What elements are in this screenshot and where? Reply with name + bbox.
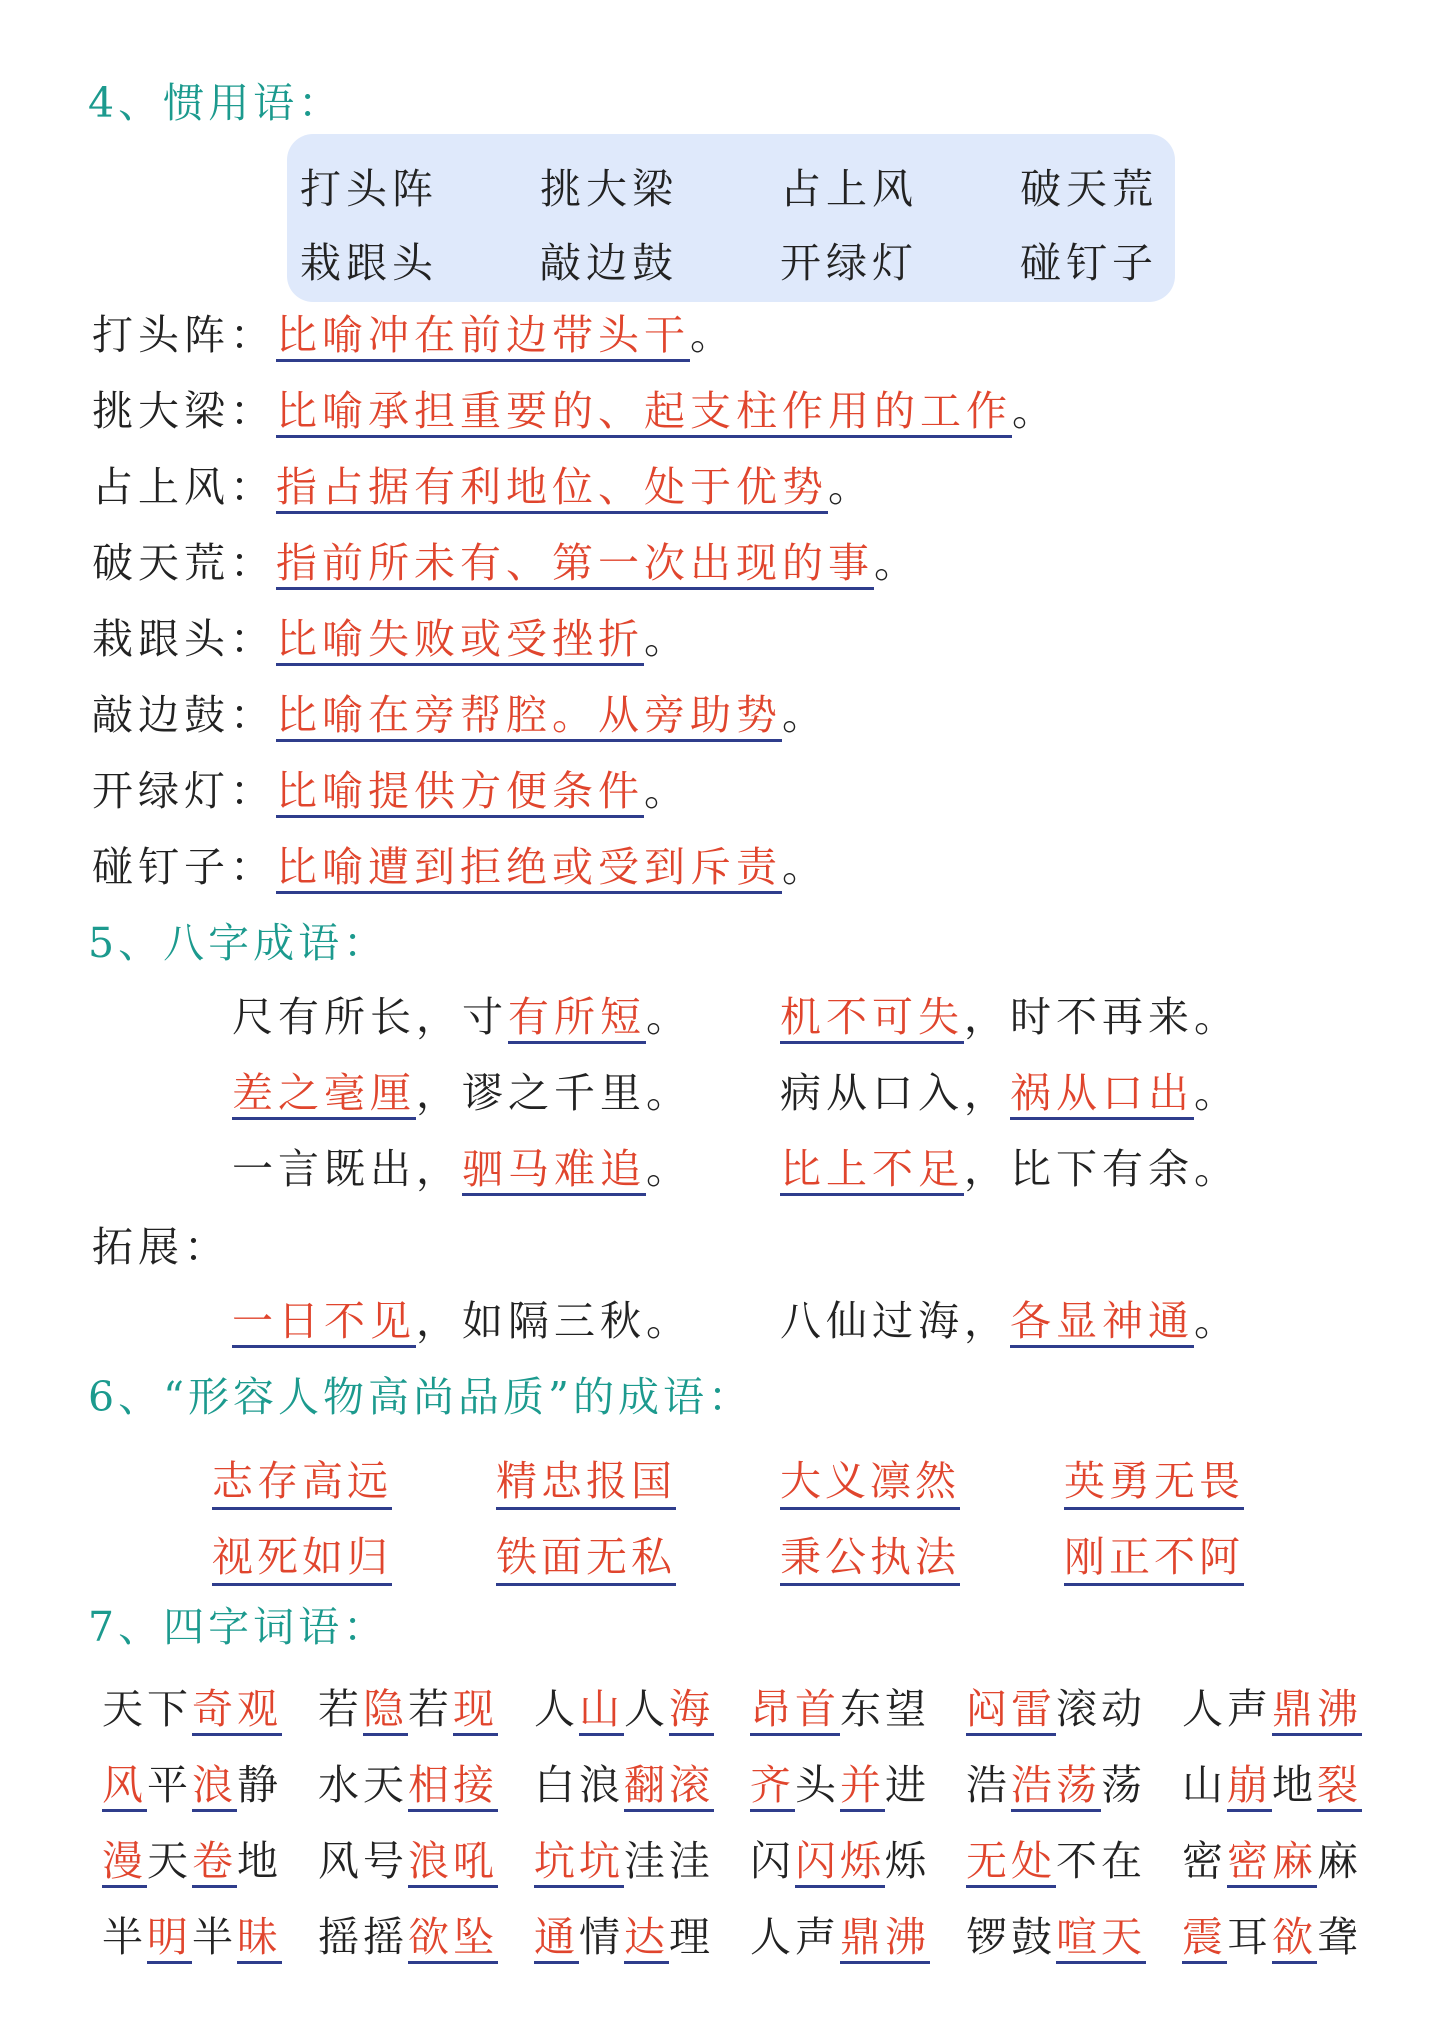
answer-text: 风 (102, 1761, 147, 1812)
answer-text: 通 (534, 1913, 579, 1964)
plain-text: 人声 (750, 1913, 840, 1961)
four-char-word (534, 1904, 714, 1963)
four-char-word (318, 1828, 498, 1887)
eight-char-idiom-left (232, 1068, 692, 1119)
answer-text: 明 (147, 1913, 192, 1964)
plain-text: 摇摇 (318, 1913, 408, 1961)
answer-text: 翻滚 (624, 1761, 714, 1812)
answer-text: 现 (453, 1685, 498, 1736)
four-char-word (534, 1676, 714, 1735)
answer-text: 一日不见 (232, 1297, 416, 1348)
plain-text: 荡 (1101, 1761, 1146, 1809)
answer-text: 各显神通 (1010, 1297, 1194, 1348)
definition-meaning: 比喻在旁帮腔。从旁助势 (276, 691, 782, 742)
plain-text: 锣鼓 (966, 1913, 1056, 1961)
section-5-heading: 5、八字成语： (88, 919, 389, 967)
definition-term: 栽跟头： (92, 615, 276, 663)
box-word: 栽跟头 (300, 239, 438, 287)
answer-text: 相接 (408, 1761, 498, 1812)
box-word: 碰钉子 (1020, 239, 1158, 287)
four-char-word (966, 1676, 1146, 1735)
plain-text: 头 (795, 1761, 840, 1809)
definition-line (92, 690, 828, 741)
four-char-word (966, 1828, 1146, 1887)
answer-text: 坑坑 (534, 1837, 624, 1888)
plain-text: 山 (1182, 1761, 1227, 1809)
plain-text: 天下 (102, 1685, 192, 1733)
four-char-word (750, 1752, 930, 1811)
plain-text: 若 (318, 1685, 363, 1733)
four-char-word (102, 1676, 282, 1735)
section-4-heading: 4、惯用语： (88, 79, 344, 127)
answer-text: 比上不足 (780, 1145, 964, 1196)
definition-end: 。 (644, 615, 690, 663)
definition-term: 挑大梁： (92, 387, 276, 435)
definition-line (92, 538, 920, 589)
definition-term: 破天荒： (92, 539, 276, 587)
definition-line (92, 386, 1058, 437)
plain-text: 八仙过海， (780, 1297, 1010, 1345)
quality-idiom: 精忠报国 (496, 1448, 676, 1510)
definition-term: 打头阵： (92, 311, 276, 359)
answer-text: 驷马难追 (462, 1145, 646, 1196)
four-char-word (318, 1752, 498, 1811)
answer-text: 浪吼 (408, 1837, 498, 1888)
definition-term: 占上风： (92, 463, 276, 511)
plain-text: 平 (147, 1761, 192, 1809)
section-7-heading: 7、四字词语： (88, 1603, 389, 1651)
definition-term: 敲边鼓： (92, 691, 276, 739)
definition-end: 。 (644, 767, 690, 815)
answer-text: 海 (669, 1685, 714, 1736)
quality-idiom: 视死如归 (212, 1524, 392, 1586)
answer-text: 祸从口出 (1010, 1069, 1194, 1120)
four-char-word (102, 1828, 282, 1887)
plain-text: 。 (646, 1145, 692, 1193)
four-char-word (1182, 1828, 1362, 1887)
four-char-word (102, 1752, 282, 1811)
plain-text: 风号 (318, 1837, 408, 1885)
definition-meaning: 指占据有利地位、处于优势 (276, 463, 828, 514)
quality-idiom: 英勇无畏 (1064, 1448, 1244, 1510)
plain-text: 不在 (1056, 1837, 1146, 1885)
definition-line (92, 842, 828, 893)
plain-text: ，如隔三秋。 (416, 1297, 692, 1345)
four-char-word (318, 1904, 498, 1963)
plain-text: 闪 (750, 1837, 795, 1885)
answer-text: 昧 (237, 1913, 282, 1964)
answer-text: 隐 (363, 1685, 408, 1736)
quality-idiom: 刚正不阿 (1064, 1524, 1244, 1586)
answer-text: 差之毫厘 (232, 1069, 416, 1120)
eight-char-idiom-left (232, 1144, 692, 1195)
plain-text: 病从口入， (780, 1069, 1010, 1117)
answer-text: 山 (579, 1685, 624, 1736)
definition-term: 开绿灯： (92, 767, 276, 815)
quality-idiom: 大义凛然 (780, 1448, 960, 1510)
four-char-word (534, 1752, 714, 1811)
definition-end: 。 (690, 311, 736, 359)
plain-text: ，比下有余。 (964, 1145, 1240, 1193)
four-char-word (750, 1904, 930, 1963)
box-word: 开绿灯 (780, 239, 918, 287)
plain-text: 白浪 (534, 1761, 624, 1809)
eight-char-idiom-right (780, 1144, 1240, 1195)
answer-text: 浩荡 (1011, 1761, 1101, 1812)
four-char-word (966, 1904, 1146, 1963)
definition-end: 。 (828, 463, 874, 511)
quality-idiom: 秉公执法 (780, 1524, 960, 1586)
answer-text: 闪烁 (795, 1837, 885, 1888)
idiom-segments (232, 1069, 692, 1120)
quality-idiom: 志存高远 (212, 1448, 392, 1510)
answer-text: 达 (624, 1913, 669, 1964)
idiom-segments (780, 1145, 1240, 1196)
plain-text: 地 (237, 1837, 282, 1885)
definition-line (92, 310, 736, 361)
answer-text: 齐 (750, 1761, 795, 1812)
four-char-word (966, 1752, 1146, 1811)
definition-meaning: 比喻提供方便条件 (276, 767, 644, 818)
definition-end: 。 (1012, 387, 1058, 435)
answer-text: 无处 (966, 1837, 1056, 1888)
plain-text: ，谬之千里。 (416, 1069, 692, 1117)
plain-text: 理 (669, 1913, 714, 1961)
plain-text: 人 (534, 1685, 579, 1733)
answer-text: 有所短 (508, 993, 646, 1044)
answer-text: 鼎沸 (840, 1913, 930, 1964)
idiom-segments (232, 993, 692, 1044)
idiom-segments (232, 1297, 692, 1348)
four-char-word (1182, 1752, 1362, 1811)
plain-text: 半 (102, 1913, 147, 1961)
box-word: 占上风 (780, 165, 918, 213)
plain-text: 若 (408, 1685, 453, 1733)
answer-text: 欲坠 (408, 1913, 498, 1964)
plain-text: 水天 (318, 1761, 408, 1809)
answer-text: 奇观 (192, 1685, 282, 1736)
answer-text: 并 (840, 1761, 885, 1812)
idiom-segments (780, 993, 1240, 1044)
box-word: 破天荒 (1020, 165, 1158, 213)
four-char-word (318, 1676, 498, 1735)
answer-text: 漫 (102, 1837, 147, 1888)
plain-text: 进 (885, 1761, 930, 1809)
answer-text: 欲 (1272, 1913, 1317, 1964)
answer-text: 喧天 (1056, 1913, 1146, 1964)
answer-text: 浪 (192, 1761, 237, 1812)
four-char-word (750, 1828, 930, 1887)
plain-text: 地 (1272, 1761, 1317, 1809)
definition-meaning: 指前所未有、第一次出现的事 (276, 539, 874, 590)
answer-text: 崩 (1227, 1761, 1272, 1812)
definition-meaning: 比喻遭到拒绝或受到斥责 (276, 843, 782, 894)
plain-text: 一言既出， (232, 1145, 462, 1193)
plain-text: ，时不再来。 (964, 993, 1240, 1041)
definition-line (92, 614, 690, 665)
definition-end: 。 (782, 691, 828, 739)
plain-text: 密 (1182, 1837, 1227, 1885)
quality-idiom: 铁面无私 (496, 1524, 676, 1586)
eight-char-idiom-right (780, 992, 1240, 1043)
section-6-heading: 6、“形容人物高尚品质”的成语： (88, 1373, 754, 1421)
box-word: 打头阵 (300, 165, 438, 213)
answer-text: 密麻 (1227, 1837, 1317, 1888)
definition-end: 。 (782, 843, 828, 891)
plain-text: 耳 (1227, 1913, 1272, 1961)
answer-text: 卷 (192, 1837, 237, 1888)
idiom-segments (232, 1145, 692, 1196)
plain-text: 半 (192, 1913, 237, 1961)
plain-text: 东望 (840, 1685, 930, 1733)
answer-text: 机不可失 (780, 993, 964, 1044)
plain-text: 。 (1194, 1069, 1240, 1117)
plain-text: 。 (646, 993, 692, 1041)
plain-text: 麻 (1317, 1837, 1362, 1885)
definition-meaning: 比喻失败或受挫折 (276, 615, 644, 666)
definition-term: 碰钉子： (92, 843, 276, 891)
definition-meaning: 比喻承担重要的、起支柱作用的工作 (276, 387, 1012, 438)
answer-text: 裂 (1317, 1761, 1362, 1812)
plain-text: 烁 (885, 1837, 930, 1885)
definition-end: 。 (874, 539, 920, 587)
answer-text: 鼎沸 (1272, 1685, 1362, 1736)
definition-meaning: 比喻冲在前边带头干 (276, 311, 690, 362)
idiom-segments (780, 1069, 1240, 1120)
box-word: 敲边鼓 (540, 239, 678, 287)
plain-text: 滚动 (1056, 1685, 1146, 1733)
plain-text: 静 (237, 1761, 282, 1809)
four-char-word (534, 1828, 714, 1887)
four-char-word (102, 1904, 282, 1963)
plain-text: 浩 (966, 1761, 1011, 1809)
plain-text: 。 (1194, 1297, 1240, 1345)
eight-char-idiom-right (780, 1068, 1240, 1119)
plain-text: 天 (147, 1837, 192, 1885)
extension-label: 拓展： (92, 1223, 230, 1271)
answer-text: 昂首 (750, 1685, 840, 1736)
extension-idiom-right (780, 1296, 1240, 1347)
plain-text: 情 (579, 1913, 624, 1961)
plain-text: 洼洼 (624, 1837, 714, 1885)
eight-char-idiom-left (232, 992, 692, 1043)
plain-text: 聋 (1317, 1913, 1362, 1961)
box-word: 挑大梁 (540, 165, 678, 213)
answer-text: 震 (1182, 1913, 1227, 1964)
definition-line (92, 462, 874, 513)
four-char-word (1182, 1904, 1362, 1963)
plain-text: 人 (624, 1685, 669, 1733)
extension-idiom-left (232, 1296, 692, 1347)
answer-text: 闷雷 (966, 1685, 1056, 1736)
definition-line (92, 766, 690, 817)
plain-text: 人声 (1182, 1685, 1272, 1733)
idiom-segments (780, 1297, 1240, 1348)
four-char-word (750, 1676, 930, 1735)
plain-text: 尺有所长，寸 (232, 993, 508, 1041)
four-char-word (1182, 1676, 1362, 1735)
